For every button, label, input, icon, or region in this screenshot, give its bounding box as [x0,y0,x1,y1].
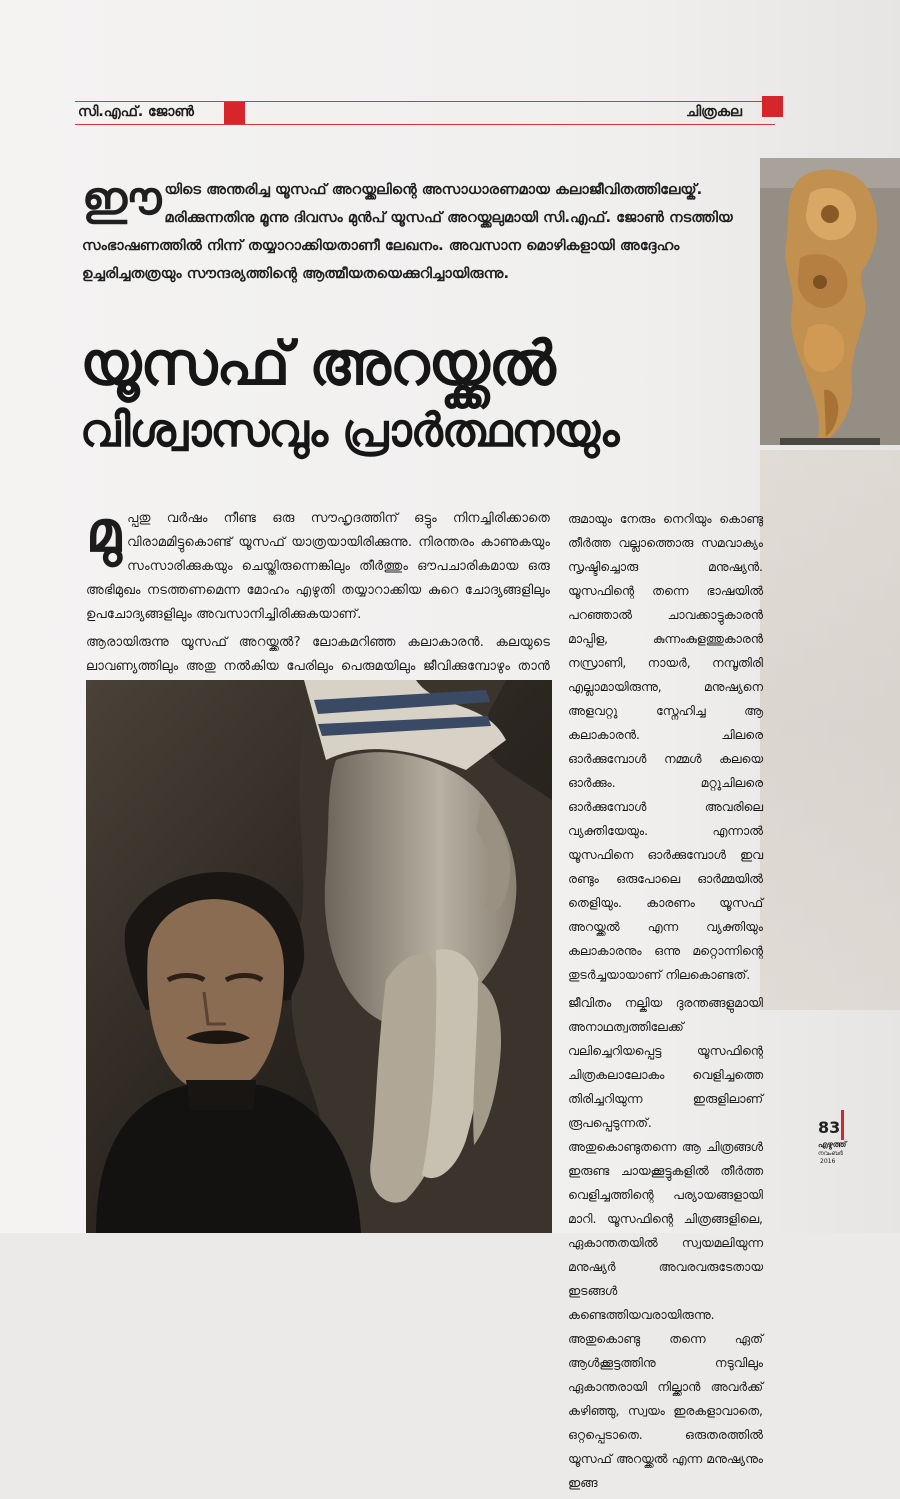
headline-line-2: വിശ്വാസവും പ്രാർത്ഥനയും [80,403,619,457]
magazine-name: എഴുത്ത് [818,1140,847,1149]
header-red-square-right [762,96,783,117]
artist-portrait-photo [86,680,552,1233]
lead-column [86,499,550,707]
issue-month: നവംബർ [818,1150,843,1157]
page-show-through [760,450,900,1010]
sculpture-photo [760,158,900,445]
page-number-bar [841,1110,844,1140]
intro-text: യിടെ അന്തരിച്ച യൂസഫ് അറയ്ക്കലിന്റെ അസാധാരണമായ കലാജീവിതത്തിലേയ്ക്. മരിക്കുന്നതിനു മൂന്നു ദിവസം മുൻപ് യൂസഫ് അറയ്ക്കലുമായി സി.എഫ്. ജോൺ നടത്തിയ സംഭാഷണത്തിൽ നിന്ന് തയ്യാറാക്കിയതാണീ ലേഖനം. അവസാന മൊഴികളായി അദ്ദേഹം ഉച്ചരിച്ചതത്രയും സൗന്ദര്യത്തിന്റെ ആത്മീയതയെക്കുറിച്ചായിരുന്നു. [82,181,733,282]
headline-line-1: യൂസഫ് അറയ്ക്കൽ [80,329,555,399]
issue-year: 2016 [820,1158,836,1165]
header-red-square-left [224,102,245,124]
lead-paragraph-1-text: പ്പതു വർഷം നീണ്ട ഒരു സൗഹൃദത്തിന് ഒട്ടും നിനച്ചിരിക്കാതെ വിരാമമിട്ടുകൊണ്ട് യൂസഫ് യാത്രയായിരിക്കുന്നു. നിരന്തരം കാണുകയും സംസാരിക്കുകയും ചെയ്തിരുന്നെങ്കിലും തീർത്തും ഔപചാരികമായ ഒരു അഭിമുഖം നടത്തണമെന്ന മോഹം എഴുതി തയ്യാറാക്കിയ കുറെ ചോദ്യങ്ങളിലും ഉപചോദ്യങ്ങളിലും അവസാനിച്ചിരിക്കുകയാണ്. [86,511,550,622]
right-column [568,507,763,1499]
right-paragraph-1: രുമായും നേരും നെറിയും കൊണ്ടു തീർത്ത വല്ലാത്തൊരു സമവാക്യം സൃഷ്ടിച്ചൊരു മനുഷ്യൻ. യൂസഫിന്റെ തന്നെ ഭാഷയിൽ പറഞ്ഞാൽ ചാവക്കാട്ടുകാരൻ മാപ്പിള, കുന്നംകുളത്തുകാരൻ നസ്രാണി, നായർ, നമ്പൂതിരി എല്ലാമായിരുന്നു, മനുഷ്യനെ അളവറ്റു സ്നേഹിച്ച ആ കലാകാരൻ. ചിലരെ ഓർക്കുമ്പോൾ നമ്മൾ കലയെ ഓർക്കും. മറ്റുചിലരെ ഓർക്കുമ്പോൾ അവരിലെ വ്യക്തിയേയും. എന്നാൽ യൂസഫിനെ ഓർക്കുമ്പോൾ ഇവ രണ്ടും ഒരുപോലെ ഓർമ്മയിൽ തെളിയും. കാരണം യൂസഫ് അറയ്ക്കൽ എന്ന വ്യക്തിയും കലാകാരനും ഒന്നു മറ്റൊന്നിന്റെ തുടർച്ചയായാണ് നിലകൊണ്ടത്. [568,511,763,982]
section-label: ചിത്രകല [686,104,743,120]
lead-dropcap: മു [86,499,122,565]
author-name: സി.എഫ്. ജോൺ [78,104,194,120]
lead-paragraph-1 [86,499,550,627]
intro-dropcap: ഈ [82,171,162,225]
right-paragraph-2: ജീവിതം നല്കിയ ദുരന്തങ്ങളുമായി അനാഥത്വത്തിലേക്ക് വലിച്ചെറിയപ്പെട്ട യൂസഫിന്റെ ചിത്രകലാലോകം വെളിച്ചത്തെ തിരിച്ചറിയുന്ന ഇരുളിലാണ് രൂപപ്പെടുന്നത്. അതുകൊണ്ടുതന്നെ ആ ചിത്രങ്ങൾ ഇരുണ്ട ചായക്കൂട്ടുകളിൽ തീർത്ത വെളിച്ചത്തിന്റെ പര്യായങ്ങളായി മാറി. യൂസഫിന്റെ ചിത്രങ്ങളിലെ, ഏകാന്തതയിൽ സ്വയമലിയുന്ന മനുഷ്യർ അവരവരുടേതായ ഇടങ്ങൾ കണ്ടെത്തിയവരായിരുന്നു. അതുകൊണ്ടു തന്നെ ഏത് ആൾക്കൂട്ടത്തിനു നടുവിലും ഏകാന്തരായി നില്ക്കാൻ അവർക്ക് കഴിഞ്ഞു, സ്വയം ഇരകളാവാതെ, ഒറ്റപ്പെടാതെ. ഒരുതരത്തിൽ യൂസഫ് അറയ്ക്കൽ എന്ന മനുഷ്യനും ഇങ്ങ [568,995,763,1490]
lead-paragraph-2: ആരായിരുന്നു യൂസഫ് അറയ്ക്കൽ? ലോകമറിഞ്ഞ കലാകാരൻ. കലയുടെ ലാവണ്യത്തിലും അതു നൽകിയ പേരിലും പെരുമയിലും ജീവിക്കുമ്പോഴും താൻ [86,635,550,674]
page-number: 83 [818,1118,841,1137]
intro-paragraph [82,171,742,288]
article-headline [80,328,750,460]
